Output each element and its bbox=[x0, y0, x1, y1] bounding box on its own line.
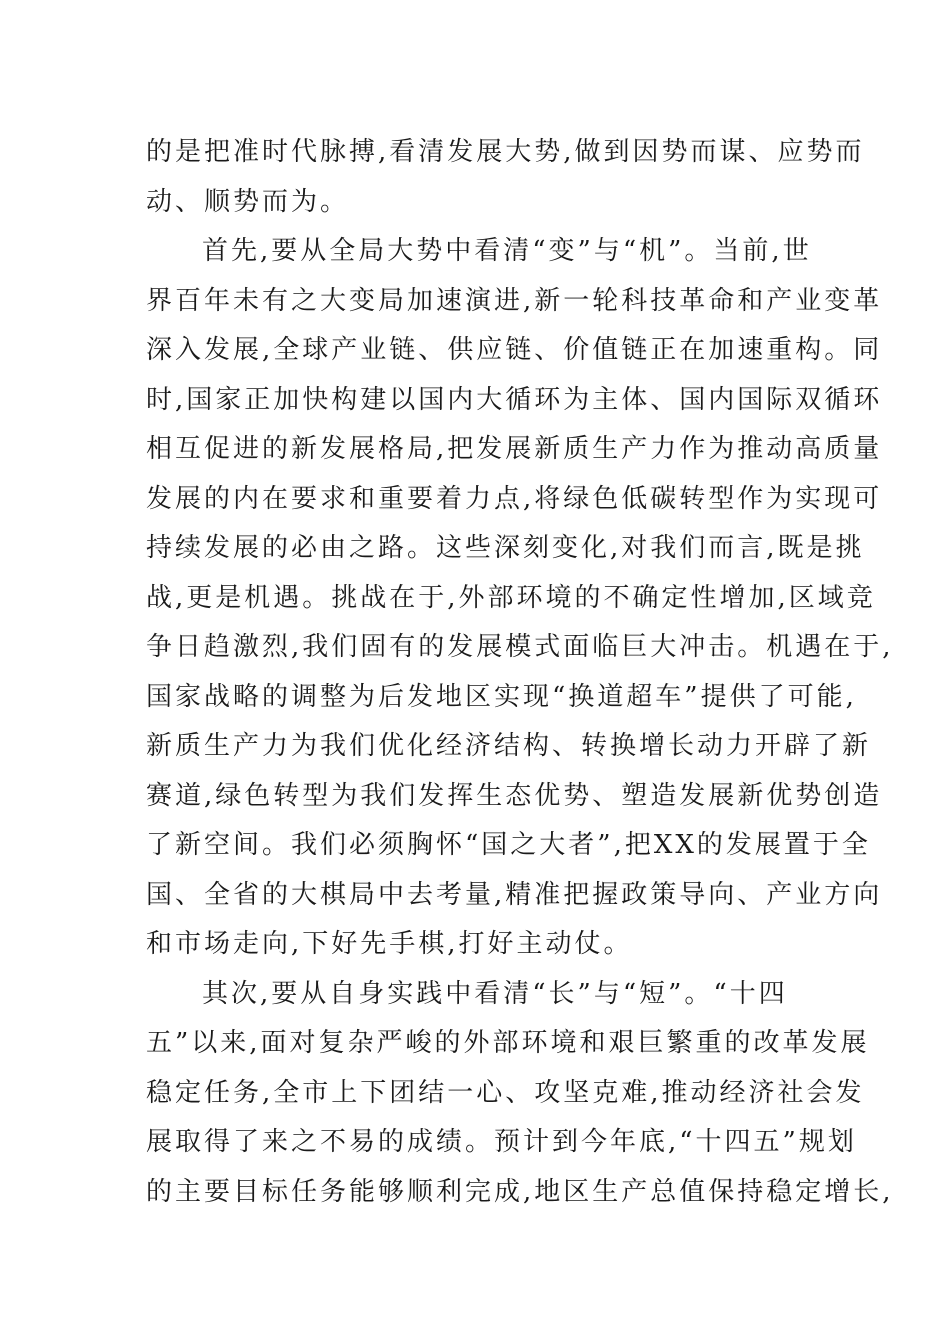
text-line: 国、全省的大棋局中去考量,精准把握政策导向、产业方向 bbox=[146, 879, 883, 910]
text-line: 和市场走向,下好先手棋,打好主动仗。 bbox=[146, 929, 633, 959]
paragraph-2 bbox=[146, 227, 894, 970]
text-line: 国家战略的调整为后发地区实现“换道超车”提供了可能, bbox=[146, 681, 857, 712]
text-line: 时,国家正加快构建以国内大循环为主体、国内国际双循环 bbox=[146, 384, 883, 415]
text-line: 的主要目标任务能够顺利完成,地区生产总值保持稳定增长, bbox=[146, 1176, 894, 1207]
text-line: 新质生产力为我们优化经济结构、转换增长动力开辟了新 bbox=[146, 731, 872, 761]
text-line: 展取得了来之不易的成绩。预计到今年底,“十四五”规划 bbox=[146, 1127, 857, 1157]
text-line: 五”以来,面对复杂严峻的外部环境和艰巨繁重的改革发展 bbox=[146, 1028, 870, 1058]
text-line: 发展的内在要求和重要着力点,将绿色低碳转型作为实现可 bbox=[146, 483, 883, 514]
text-line: 持续发展的必由之路。这些深刻变化,对我们而言,既是挑 bbox=[146, 533, 865, 563]
text-line: 其次,要从自身实践中看清“长”与“短”。“十四 bbox=[202, 978, 788, 1009]
text-line: 赛道,绿色转型为我们发挥生态优势、塑造发展新优势创造 bbox=[146, 780, 883, 811]
text-line: 首先,要从全局大势中看清“变”与“机”。当前,世 bbox=[202, 236, 812, 266]
document-body bbox=[146, 128, 894, 1217]
text-line: 稳定任务,全市上下团结一心、攻坚克难,推动经济社会发 bbox=[146, 1077, 865, 1108]
paragraph-3 bbox=[146, 970, 894, 1218]
text-line: 深入发展,全球产业链、供应链、价值链正在加速重构。同 bbox=[146, 335, 883, 365]
paragraph-1 bbox=[146, 128, 865, 227]
text-line: 动、顺势而为。 bbox=[146, 186, 350, 217]
text-line: 界百年未有之大变局加速演进,新一轮科技革命和产业变革 bbox=[146, 285, 883, 316]
text-line: 相互促进的新发展格局,把发展新质生产力作为推动高质量 bbox=[146, 434, 883, 464]
text-line: 争日趋激烈,我们固有的发展模式面临巨大冲击。机遇在于, bbox=[146, 632, 894, 662]
text-line: 了新空间。我们必须胸怀“国之大者”,把XX的发展置于全 bbox=[146, 830, 871, 860]
text-line: 的是把准时代脉搏,看清发展大势,做到因势而谋、应势而 bbox=[146, 137, 865, 167]
text-line: 战,更是机遇。挑战在于,外部环境的不确定性增加,区域竞 bbox=[146, 582, 876, 613]
